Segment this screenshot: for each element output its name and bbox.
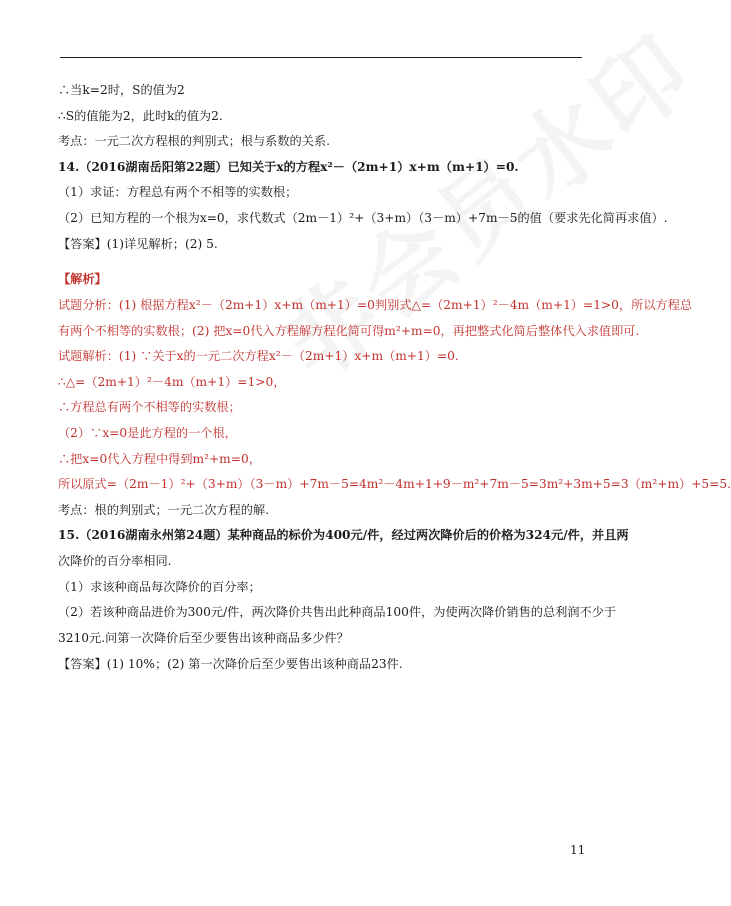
analysis-line-8: 所以原式=（2m－1）²+（3+m）（3－m）+7m－5=4m²－4m+1+9－m²+7m－5=3m²+3m+5=3（m²+m）+5=5. (58, 477, 731, 491)
text-line-3: 考点：一元二次方程根的判别式；根与系数的关系. (58, 134, 330, 148)
text-line-20: （1）求该种商品每次降价的百分率； (58, 580, 261, 594)
text-line-22: 3210元.问第一次降价后至少要售出该种商品多少件？ (58, 631, 349, 645)
text-line-2: ∴S的值能为2，此时k的值为2. (58, 109, 223, 123)
answer-15: 【答案】(1) 10%；(2) 第一次降价后至少要售出该种商品23件. (58, 657, 403, 671)
problem-14-title: 14.（2016湖南岳阳第22题）已知关于x的方程x²－（2m+1）x+m（m+1）=0. (58, 160, 519, 174)
text-line-21: （2）若该种商品进价为300元/件，两次降价共售出此种商品100件，为使两次降价销售的总利润不少于 (58, 605, 617, 619)
answer-14: 【答案】(1)详见解析；(2) 5. (58, 237, 218, 251)
watermark (250, 0, 717, 404)
page-number: 11 (570, 843, 586, 857)
analysis-line-3: 试题解析：(1) ∵关于x的一元二次方程x²－（2m+1）x+m（m+1）=0. (58, 349, 459, 363)
analysis-line-1: 试题分析：(1) 根据方程x²－（2m+1）x+m（m+1）=0判别式△=（2m+1）²－4m（m+1）=1>0，所以方程总 (58, 298, 693, 312)
analysis-line-4: ∴△=（2m+1）²－4m（m+1）=1>0， (58, 375, 286, 389)
text-line-5: （1）求证：方程总有两个不相等的实数根； (58, 185, 298, 199)
analysis-heading: 【解析】 (58, 272, 107, 286)
analysis-line-7: ∴把x=0代入方程中得到m²+m=0， (58, 452, 261, 466)
text-line-19: 次降价的百分率相同. (58, 554, 172, 568)
problem-15-title: 15.（2016湖南永州第24题）某种商品的标价为400元/件，经过两次降价后的价格为324元/件，并且两 (58, 528, 629, 542)
analysis-line-6: （2）∵x=0是此方程的一个根， (58, 426, 237, 440)
analysis-line-2: 有两个不相等的实数根；(2) 把x=0代入方程解方程化简可得m²+m=0，再把整式化简后整体代入求值即可. (58, 324, 640, 338)
text-line-1: ∴当k=2时，S的值为2 (58, 83, 185, 97)
analysis-line-5: ∴方程总有两个不相等的实数根； (58, 400, 241, 414)
text-line-6: （2）已知方程的一个根为x=0，求代数式（2m－1）²+（3+m）（3－m）+7m－5的值（要求先化简再求值）. (58, 211, 668, 225)
text-line-17: 考点：根的判别式；一元二次方程的解. (58, 503, 270, 517)
header-rule (60, 57, 582, 58)
